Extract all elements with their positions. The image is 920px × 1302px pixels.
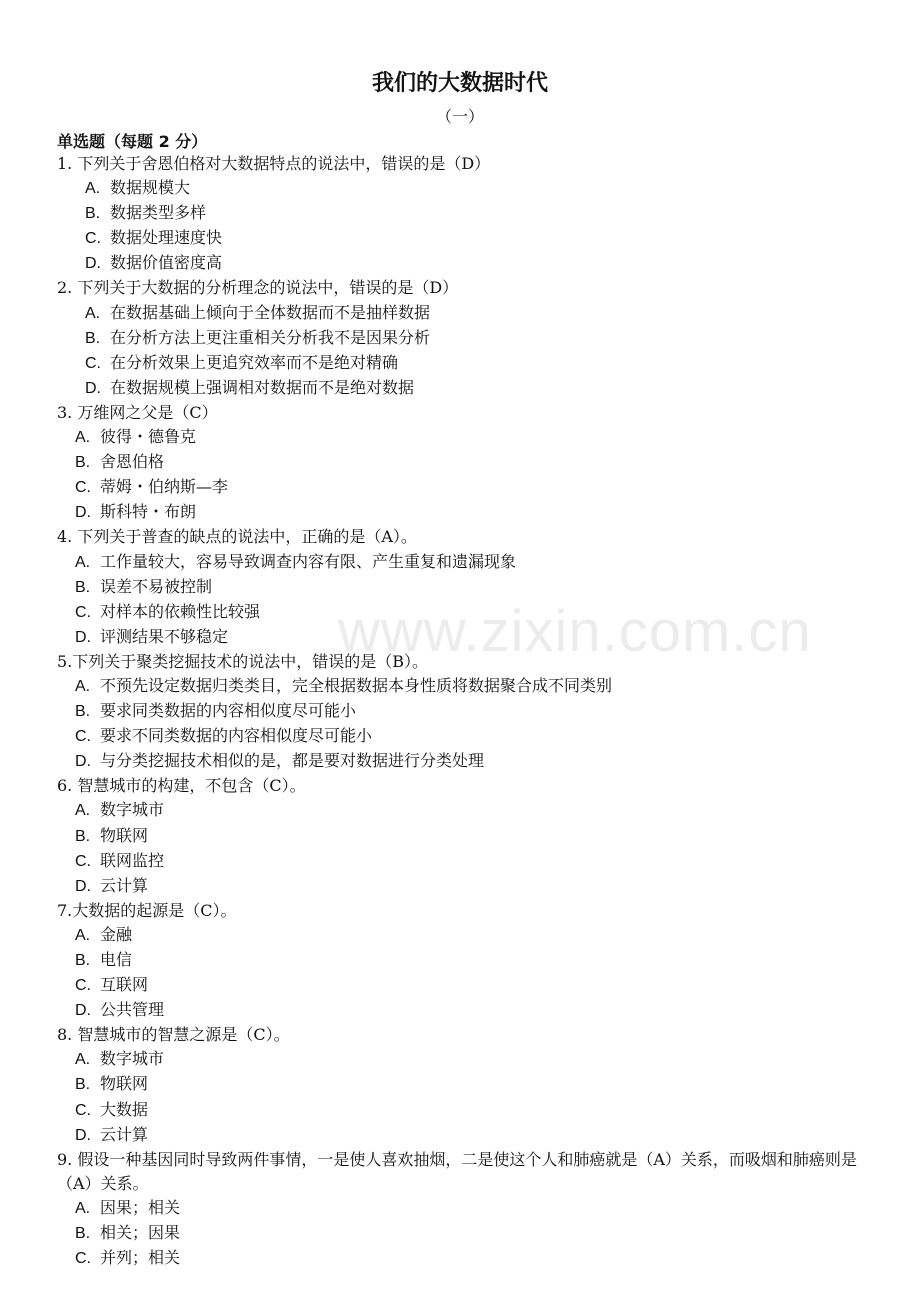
question-text: 4. 下列关于普查的缺点的说法中，正确的是（A）。: [57, 527, 417, 547]
option-label: D.: [75, 877, 91, 895]
question-2: [57, 276, 872, 400]
option-c: [57, 973, 872, 998]
option-text: 在分析效果上更追究效率而不是绝对精确: [110, 352, 399, 372]
option-list: [57, 674, 872, 774]
question-8: [57, 1023, 872, 1147]
option-label: A.: [75, 926, 91, 944]
option-text: 工作量较大，容易导致调查内容有限、产生重复和遗漏现象: [100, 551, 517, 571]
option-label: C.: [75, 479, 91, 497]
option-text: 在分析方法上更注重相关分析我不是因果分析: [110, 327, 431, 347]
option-c: [57, 724, 872, 749]
option-label: B.: [85, 205, 101, 223]
option-c: [57, 849, 872, 874]
option-text: 因果；相关: [100, 1197, 181, 1217]
option-d: [57, 376, 872, 401]
option-label: D.: [75, 1002, 91, 1020]
option-a: [57, 923, 872, 948]
option-text: 评测结果不够稳定: [100, 626, 229, 646]
question-4: [57, 525, 872, 649]
option-d: [57, 998, 872, 1023]
option-a: [57, 176, 872, 201]
question-text: 8. 智慧城市的智慧之源是（C）。: [57, 1025, 290, 1045]
option-text: 要求同类数据的内容相似度尽可能小: [100, 701, 357, 721]
option-text: 误差不易被控制: [100, 576, 213, 596]
option-label: D.: [85, 255, 101, 273]
option-label: C.: [75, 728, 91, 746]
option-label: D.: [75, 1126, 91, 1144]
option-list: [57, 176, 872, 276]
option-label: B.: [75, 1076, 91, 1094]
option-a: [57, 425, 872, 450]
option-label: C.: [75, 1250, 91, 1268]
question-5: [57, 650, 872, 774]
option-text: 数字城市: [100, 1049, 165, 1069]
option-d: [57, 500, 872, 525]
question-3: [57, 401, 872, 525]
option-label: C.: [85, 354, 101, 372]
option-text: 数据价值密度高: [110, 253, 223, 273]
option-b: [57, 450, 872, 475]
option-label: A.: [75, 1199, 91, 1217]
question-6: [57, 774, 872, 898]
option-text: 要求不同类数据的内容相似度尽可能小: [100, 726, 373, 746]
option-b: [57, 326, 872, 351]
option-d: [57, 251, 872, 276]
question-9: [57, 1148, 872, 1271]
option-list: [57, 301, 872, 401]
option-a: [57, 301, 872, 326]
option-b: [57, 1221, 872, 1246]
option-label: A.: [75, 1051, 91, 1069]
question-text: 9. 假设一种基因同时导致两件事情，一是使人喜欢抽烟，二是使这个人和肺癌就是（A）关系，而吸烟和肺癌则是（A）关系。: [57, 1149, 857, 1193]
option-label: B.: [75, 952, 91, 969]
option-c: [57, 1098, 872, 1123]
option-text: 互联网: [100, 975, 149, 995]
option-label: D.: [75, 504, 91, 522]
option-label: D.: [75, 753, 91, 771]
option-label: A.: [85, 180, 101, 198]
option-c: [57, 351, 872, 376]
option-text: 金融: [100, 924, 133, 944]
option-text: 数据类型多样: [110, 203, 207, 223]
option-label: D.: [85, 379, 101, 397]
option-label: B.: [75, 454, 91, 472]
question-text: 6. 智慧城市的构建，不包含（C）。: [57, 776, 306, 796]
option-list: [57, 1196, 872, 1271]
option-label: C.: [75, 977, 91, 995]
option-label: C.: [85, 230, 101, 248]
option-text: 斯科特・布朗: [100, 502, 197, 522]
option-label: B.: [75, 578, 91, 596]
question-text: 5.下列关于聚类挖掘技术的说法中，错误的是（B）。: [57, 651, 429, 671]
option-a: [57, 1047, 872, 1072]
option-label: A.: [85, 304, 101, 322]
option-label: C.: [75, 852, 91, 870]
question-7: [57, 899, 872, 1023]
option-label: B.: [75, 827, 91, 845]
option-list: [57, 798, 872, 898]
option-label: A.: [75, 677, 91, 695]
option-text: 与分类挖掘技术相似的是，都是要对数据进行分类处理: [100, 751, 485, 771]
option-label: B.: [85, 329, 101, 347]
option-a: [57, 674, 872, 699]
option-d: [57, 625, 872, 650]
section-heading: 单选题（每题 2 分）: [57, 132, 208, 151]
page-title: 我们的大数据时代: [371, 71, 548, 96]
option-b: [57, 1072, 872, 1097]
option-label: C.: [75, 603, 91, 621]
question-list: [57, 152, 872, 1271]
option-text: 物联网: [100, 825, 149, 845]
option-text: 在数据基础上倾向于全体数据而不是抽样数据: [110, 302, 431, 322]
option-label: B.: [75, 1225, 91, 1243]
option-list: [57, 923, 872, 1023]
option-a: [57, 1196, 872, 1221]
question-text: 1. 下列关于舍恩伯格对大数据特点的说法中，错误的是（D）: [57, 154, 491, 173]
option-list: [57, 425, 872, 525]
option-b: [57, 201, 872, 226]
option-list: [57, 1047, 872, 1147]
option-b: [57, 824, 872, 849]
option-d: [57, 874, 872, 899]
option-c: [57, 475, 872, 500]
option-text: 并列；相关: [100, 1248, 181, 1268]
option-b: [57, 575, 872, 600]
option-c: [57, 600, 872, 625]
option-text: 数据规模大: [110, 178, 191, 198]
option-label: C.: [75, 1101, 91, 1119]
option-text: 数字城市: [100, 800, 165, 820]
question-text: 3. 万维网之父是（C）: [57, 402, 218, 422]
option-b: [57, 699, 872, 724]
option-b: [57, 948, 872, 973]
option-text: 不预先设定数据归类类目，完全根据数据本身性质将数据聚合成不同类别: [100, 675, 613, 695]
option-text: 舍恩伯格: [100, 452, 165, 472]
question-text: 7.大数据的起源是（C）。: [57, 900, 237, 920]
option-d: [57, 749, 872, 774]
option-text: 数据处理速度快: [110, 228, 223, 248]
option-text: 物联网: [100, 1074, 149, 1094]
option-text: 联网监控: [100, 850, 165, 870]
option-a: [57, 550, 872, 575]
option-label: A.: [75, 802, 91, 820]
page-subtitle: （一）: [435, 107, 484, 126]
option-text: 大数据: [100, 1099, 149, 1119]
option-label: A.: [75, 553, 91, 571]
option-text: 相关；因果: [100, 1223, 181, 1243]
option-text: 公共管理: [100, 1000, 165, 1020]
option-label: B.: [75, 703, 91, 721]
option-text: 电信: [100, 950, 133, 969]
option-text: 在数据规模上强调相对数据而不是绝对数据: [110, 377, 415, 397]
option-text: 云计算: [100, 875, 149, 895]
question-text: 2. 下列关于大数据的分析理念的说法中，错误的是（D）: [57, 278, 459, 298]
option-a: [57, 798, 872, 823]
option-c: [57, 226, 872, 251]
option-label: D.: [75, 628, 91, 646]
option-list: [57, 550, 872, 650]
watermark: www.zixin.com.cn: [338, 599, 812, 664]
option-text: 云计算: [100, 1124, 149, 1144]
option-label: A.: [75, 429, 91, 447]
option-c: [57, 1246, 872, 1271]
option-text: 彼得・德鲁克: [100, 427, 197, 447]
question-1: [57, 152, 872, 276]
option-text: 对样本的依赖性比较强: [100, 601, 261, 621]
option-d: [57, 1123, 872, 1148]
option-text: 蒂姆・伯纳斯—李: [100, 477, 229, 497]
